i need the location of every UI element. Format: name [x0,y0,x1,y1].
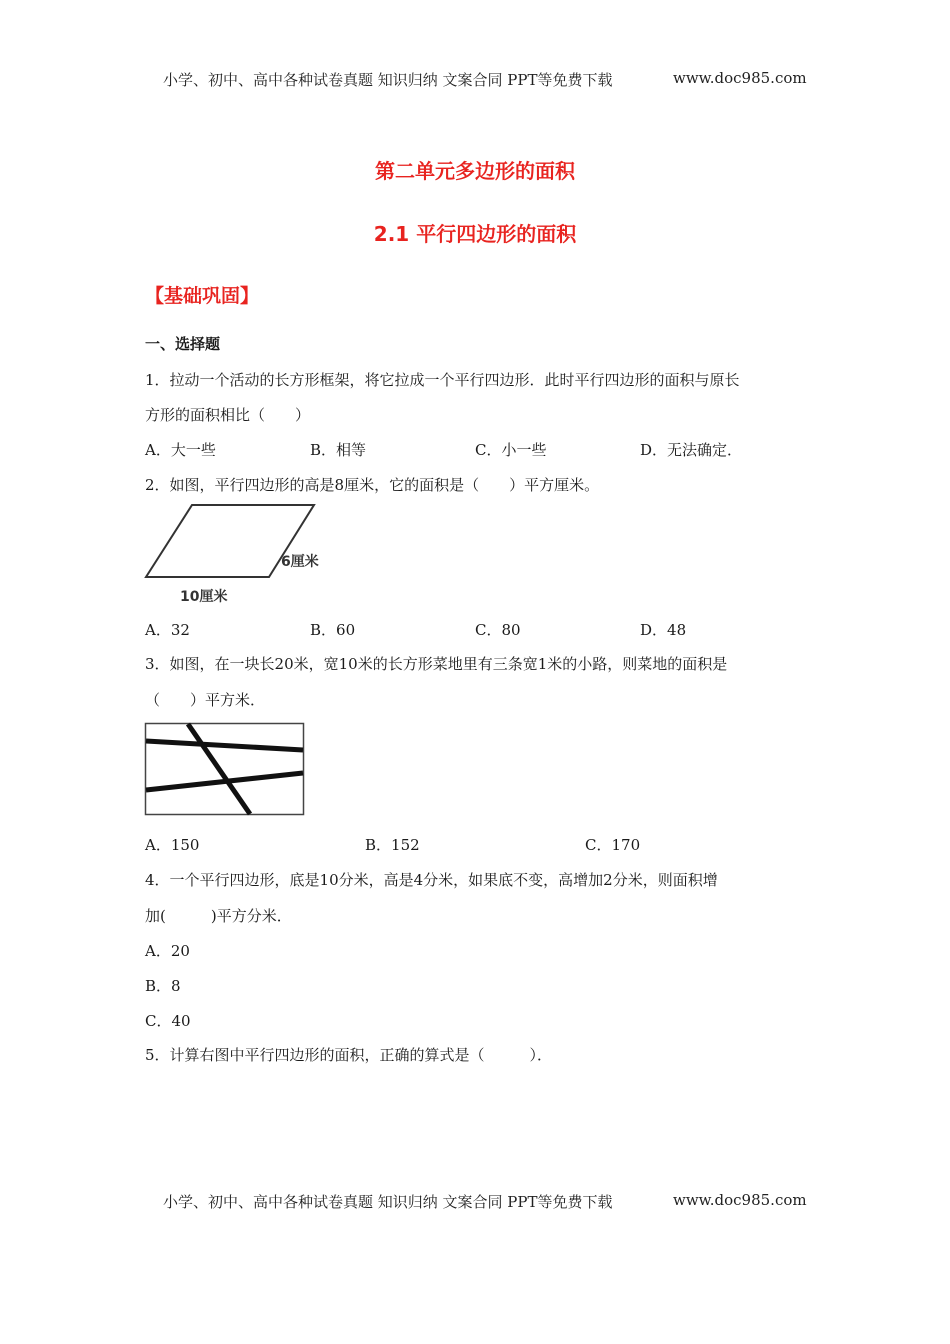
q4-text-line2: 加( )平方分米． [145,907,292,925]
base-label: 10厘米 [180,589,228,605]
q2-parallelogram-figure [140,500,340,610]
q4-option-c[interactable]: C．40 [145,1012,191,1030]
unit-title: 第二单元多边形的面积 [375,159,575,183]
lesson-title: 2.1 平行四边形的面积 [373,222,577,246]
q1-option-b[interactable]: B．相等 [310,441,367,459]
header-text: 小学、初中、高中各种试卷真题 知识归纳 文案合同 PPT等免费下载 [163,71,613,89]
q1-option-a[interactable]: A．大一些 [145,441,216,459]
footer-text: 小学、初中、高中各种试卷真题 知识归纳 文案合同 PPT等免费下载 [163,1193,613,1211]
subsection-heading: 一、选择题 [145,335,221,353]
q4-text-line1: 4．一个平行四边形，底是10分米，高是4分米，如果底不变，高增加2分米，则面积增 [145,871,718,889]
section-heading: 【基础巩固】 [145,285,260,307]
q4-option-b[interactable]: B．8 [145,977,181,995]
header-site[interactable]: www.doc985.com [673,69,807,87]
side-label: 6厘米 [281,554,319,570]
q3-text-line1: 3．如图，在一块长20米，宽10米的长方形菜地里有三条宽1米的小路，则菜地的面积是 [145,655,728,673]
path-3 [188,724,250,814]
q3-option-a[interactable]: A．150 [145,836,200,854]
q3-option-c[interactable]: C．170 [585,836,641,854]
q2-option-b[interactable]: B．60 [310,621,356,639]
field-rect [146,724,304,815]
q1-text-line1: 1．拉动一个活动的长方形框架，将它拉成一个平行四边形．此时平行四边形的面积与原长 [145,371,740,389]
path-1 [146,741,303,750]
q1-option-d[interactable]: D．无法确定． [640,441,743,459]
q2-option-a[interactable]: A．32 [145,621,190,639]
q1-text-line2: 方形的面积相比（ ） [145,406,311,424]
q3-field-figure [144,722,306,818]
q3-option-b[interactable]: B．152 [365,836,420,854]
q2-text-line1: 2．如图，平行四边形的高是8厘米，它的面积是（ ）平方厘米。 [145,476,600,494]
q2-option-d[interactable]: D．48 [640,621,687,639]
q4-option-a[interactable]: A．20 [145,942,190,960]
footer-site[interactable]: www.doc985.com [673,1191,807,1209]
q1-option-c[interactable]: C．小一些 [475,441,547,459]
q5-text-line1: 5．计算右图中平行四边形的面积，正确的算式是（ ）． [145,1046,553,1064]
q3-text-line2: （ ）平方米． [145,691,266,709]
q2-option-c[interactable]: C．80 [475,621,521,639]
